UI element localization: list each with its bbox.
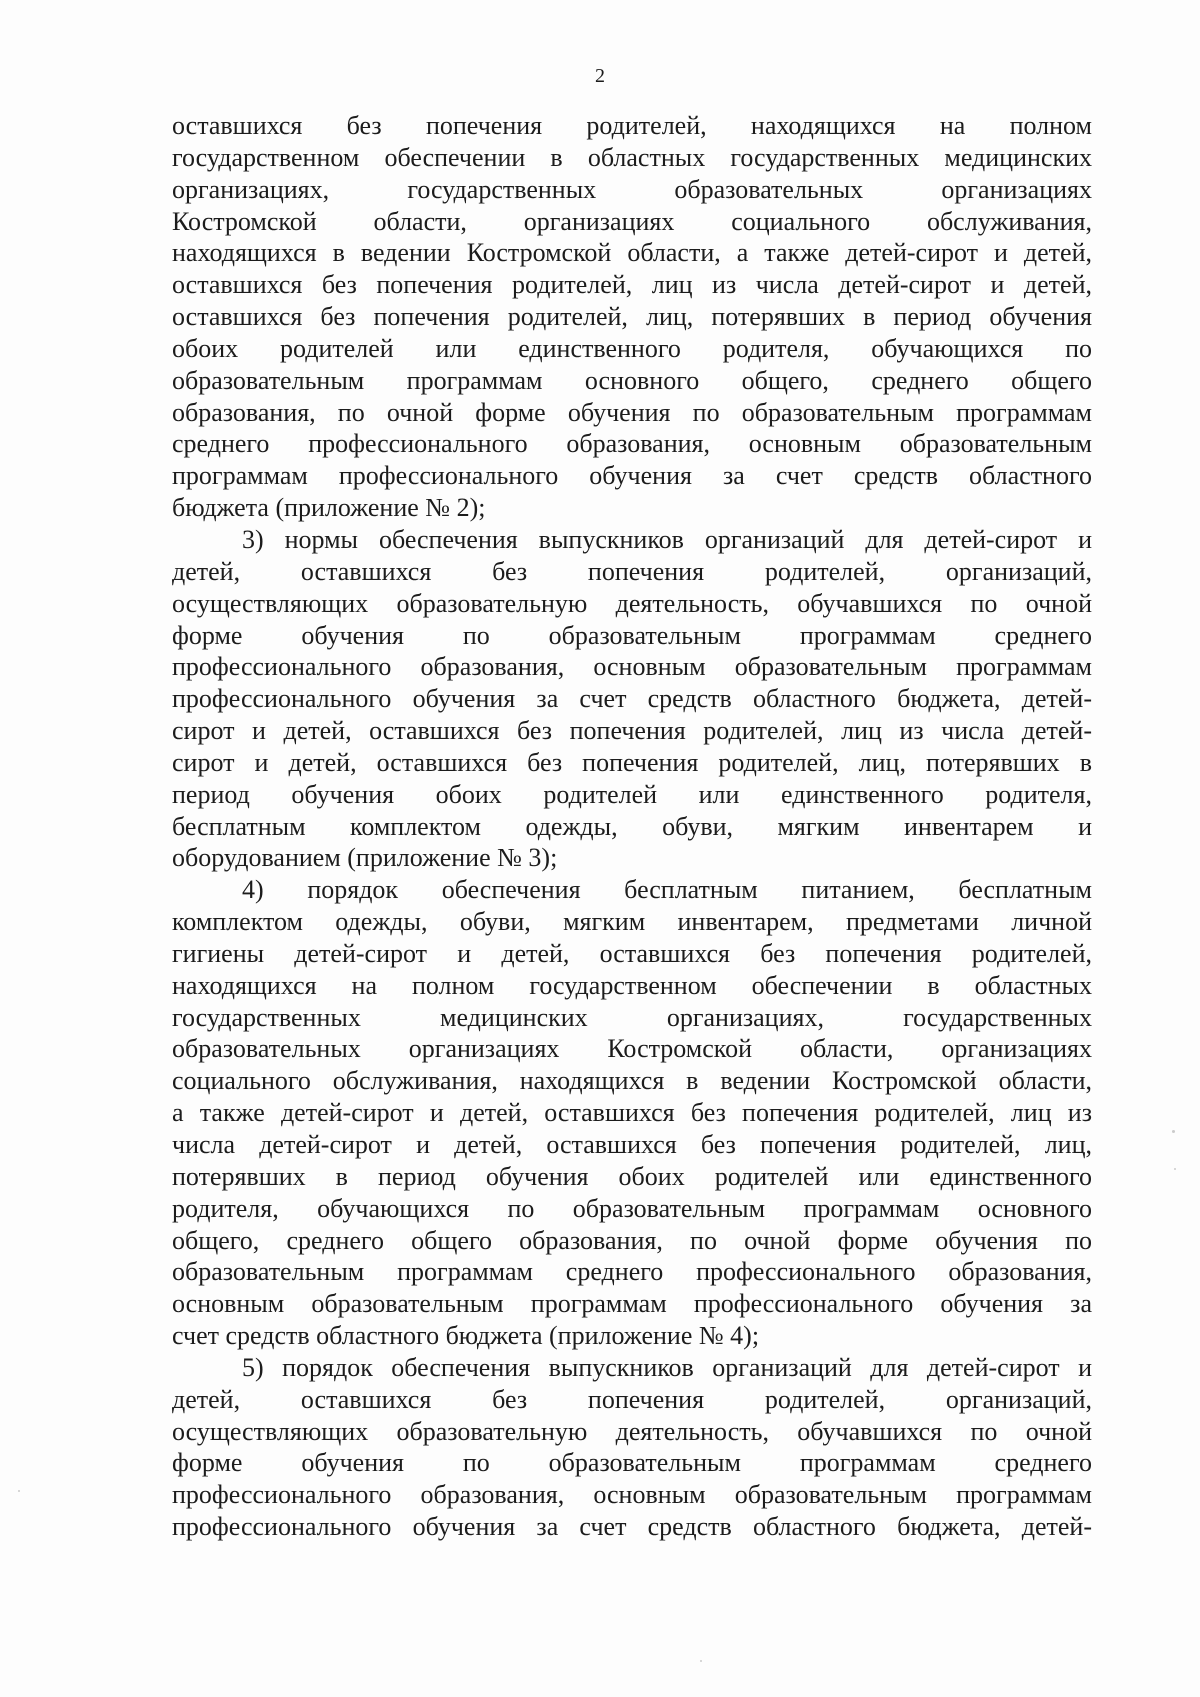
scan-speck	[1172, 1130, 1175, 1133]
text-line: программам профессионального обучения за счет средств областного	[172, 461, 1092, 491]
text-line: социального обслуживания, находящихся в ведении Костромской области,	[172, 1066, 1092, 1096]
text-line: гигиены детей-сирот и детей, оставшихся без попечения родителей,	[172, 938, 1092, 968]
text-line: обоих родителей или единственного родителя, обучающихся по	[172, 333, 1092, 363]
text-line: а также детей-сирот и детей, оставшихся без попечения родителей, лиц из	[172, 1098, 1092, 1128]
text-line: комплектом одежды, обуви, мягким инвентарем, предметами личной	[172, 907, 1092, 937]
text-line: детей, оставшихся без попечения родителей, организаций,	[172, 1384, 1092, 1414]
text-line: родителя, обучающихся по образовательным программам основного	[172, 1193, 1092, 1223]
text-line: потерявших в период обучения обоих родителей или единственного	[172, 1161, 1092, 1191]
text-line: основным образовательным программам профессионального обучения за	[172, 1289, 1092, 1319]
text-line: находящихся в ведении Костромской области, а также детей-сирот и детей,	[172, 238, 1092, 268]
text-line: профессионального обучения за счет средств областного бюджета, детей-	[172, 1512, 1092, 1542]
text-line: находящихся на полном государственном обеспечении в областных	[172, 970, 1092, 1000]
text-line: сирот и детей, оставшихся без попечения родителей, лиц, потерявших в	[172, 747, 1092, 777]
text-line: среднего профессионального образования, основным образовательным	[172, 429, 1092, 459]
text-line: профессионального образования, основным образовательным программам	[172, 652, 1092, 682]
text-line: образовательным программам среднего профессионального образования,	[172, 1257, 1092, 1287]
text-line: бюджета (приложение № 2);	[172, 493, 486, 523]
text-line: форме обучения по образовательным программам среднего	[172, 1448, 1092, 1478]
text-line: общего, среднего общего образования, по очной форме обучения по	[172, 1225, 1092, 1255]
text-line: образовательным программам основного общего, среднего общего	[172, 365, 1092, 395]
paragraph-first-line: 4) порядок обеспечения бесплатным питанием, бесплатным	[242, 875, 1092, 905]
text-line: оставшихся без попечения родителей, лиц, потерявших в период обучения	[172, 302, 1092, 332]
text-line: образования, по очной форме обучения по образовательным программам	[172, 397, 1092, 427]
text-line: оборудованием (приложение № 3);	[172, 843, 558, 873]
text-line: счет средств областного бюджета (приложение № 4);	[172, 1321, 760, 1351]
text-line: детей, оставшихся без попечения родителей, организаций,	[172, 556, 1092, 586]
text-line: период обучения обоих родителей или единственного родителя,	[172, 779, 1092, 809]
text-line: государственных медицинских организациях, государственных	[172, 1002, 1092, 1032]
text-line: государственном обеспечении в областных государственных медицинских	[172, 142, 1092, 172]
text-line: оставшихся без попечения родителей, лиц из числа детей-сирот и детей,	[172, 270, 1092, 300]
body-text	[172, 110, 1092, 1543]
text-line: образовательных организациях Костромской области, организациях	[172, 1034, 1092, 1064]
text-line: форме обучения по образовательным программам среднего	[172, 620, 1092, 650]
text-line: осуществляющих образовательную деятельность, обучавшихся по очной	[172, 1416, 1092, 1446]
paragraph-first-line: 5) порядок обеспечения выпускников организаций для детей-сирот и	[242, 1352, 1092, 1382]
page-number: 2	[595, 65, 605, 87]
text-line: профессионального обучения за счет средств областного бюджета, детей-	[172, 684, 1092, 714]
text-line: профессионального образования, основным образовательным программам	[172, 1480, 1092, 1510]
paragraph-first-line: 3) нормы обеспечения выпускников организаций для детей-сирот и	[242, 524, 1092, 554]
scan-speck	[18, 1490, 20, 1492]
scan-speck	[700, 1660, 702, 1662]
text-line: Костромской области, организациях социального обслуживания,	[172, 206, 1092, 236]
text-line: оставшихся без попечения родителей, находящихся на полном	[172, 111, 1092, 140]
text-line: бесплатным комплектом одежды, обуви, мягким инвентарем и	[172, 811, 1092, 841]
scan-speck	[1174, 1168, 1176, 1170]
text-line: сирот и детей, оставшихся без попечения родителей, лиц из числа детей-	[172, 716, 1092, 746]
text-line: числа детей-сирот и детей, оставшихся без попечения родителей, лиц,	[172, 1130, 1092, 1159]
text-line: осуществляющих образовательную деятельность, обучавшихся по очной	[172, 588, 1092, 618]
text-line: организациях, государственных образовательных организациях	[172, 174, 1092, 204]
